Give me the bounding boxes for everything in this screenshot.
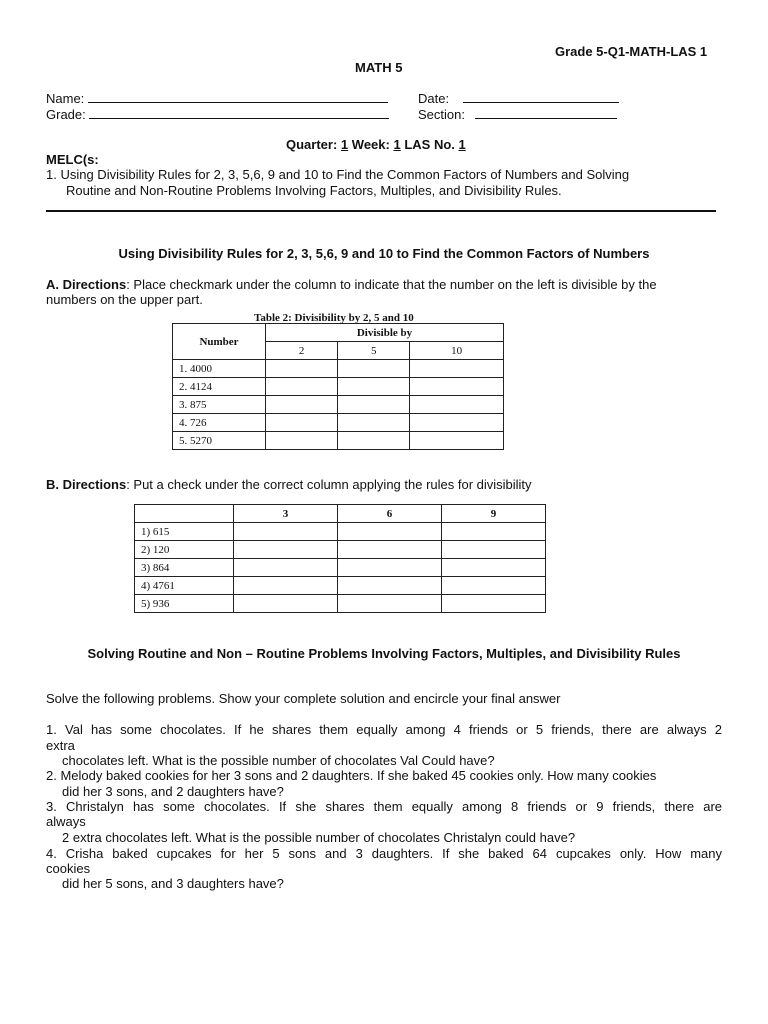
check-cell[interactable] — [410, 378, 504, 396]
problem-4-line-3: did her 5 sons, and 3 daughters have? — [62, 876, 284, 891]
problem-2-line-1: 2. Melody baked cookies for her 3 sons and 2 daughters. If she baked 45 cookies only. How many cookies — [46, 768, 657, 783]
grade-blank[interactable] — [89, 106, 389, 119]
grade-field[interactable] — [46, 106, 389, 122]
check-cell[interactable] — [338, 396, 410, 414]
table-a-number: 1. 4000 — [173, 360, 266, 378]
part-b-label: B. Directions — [46, 477, 127, 492]
table-row — [135, 595, 546, 613]
table-row — [173, 360, 504, 378]
check-cell[interactable] — [410, 432, 504, 450]
problem-1-line-3: chocolates left. What is the possible number of chocolates Val Could have? — [62, 753, 495, 768]
name-field[interactable] — [46, 90, 388, 106]
date-blank[interactable] — [463, 90, 619, 103]
table-b-divisor: 3 — [234, 505, 338, 523]
table-a-col-number: Number — [173, 324, 266, 360]
check-cell[interactable] — [338, 595, 442, 613]
problem-4-line-2: cookies — [46, 861, 91, 876]
divider-line — [46, 210, 716, 212]
table-a-divisor: 10 — [410, 342, 504, 360]
table-a-divisor: 5 — [338, 342, 410, 360]
table-b-corner — [135, 505, 234, 523]
check-cell[interactable] — [338, 378, 410, 396]
part-a-text-cont: numbers on the upper part. — [46, 292, 203, 307]
melc-item-1-cont: Routine and Non-Routine Problems Involving Factors, Multiples, and Divisibility Rules. — [66, 183, 562, 198]
name-label: Name: — [46, 91, 85, 106]
quarter-line — [286, 137, 466, 152]
check-cell[interactable] — [442, 577, 546, 595]
table-b — [134, 504, 546, 613]
check-cell[interactable] — [234, 559, 338, 577]
table-b-number: 2) 120 — [135, 541, 234, 559]
table-row — [173, 378, 504, 396]
melc-item-1: 1. Using Divisibility Rules for 2, 3, 5,6, 9 and 10 to Find the Common Factors of Numbers and Solving — [46, 167, 630, 182]
check-cell[interactable] — [234, 595, 338, 613]
las-label: LAS No. — [404, 137, 455, 152]
problem-1-line-1: 1. Val has some chocolates. If he shares them equally among 4 friends or 5 friends, there are always 2 — [46, 722, 722, 737]
subject-title: MATH 5 — [355, 60, 403, 75]
quarter-label: Quarter: — [286, 137, 338, 152]
table-a-number: 3. 875 — [173, 396, 266, 414]
table-row — [173, 414, 504, 432]
check-cell[interactable] — [338, 360, 410, 378]
part-b-directions — [46, 477, 736, 493]
check-cell[interactable] — [234, 523, 338, 541]
problem-instructions: Solve the following problems. Show your complete solution and encircle your final answer — [46, 691, 561, 706]
document-code: Grade 5-Q1-MATH-LAS 1 — [555, 44, 708, 59]
problem-2-line-2: did her 3 sons, and 2 daughters have? — [62, 784, 284, 799]
section-2-title: Solving Routine and Non – Routine Problems Involving Factors, Multiples, and Divisibility Rules — [87, 646, 681, 661]
melc-heading: MELC(s: — [46, 152, 99, 167]
table-row — [173, 396, 504, 414]
table-row — [135, 559, 546, 577]
table-a-number: 4. 726 — [173, 414, 266, 432]
table-a-number: 5. 5270 — [173, 432, 266, 450]
section-label: Section: — [418, 107, 465, 122]
check-cell[interactable] — [266, 432, 338, 450]
check-cell[interactable] — [338, 577, 442, 595]
name-blank[interactable] — [88, 90, 388, 103]
check-cell[interactable] — [338, 523, 442, 541]
check-cell[interactable] — [410, 396, 504, 414]
las-value: 1 — [458, 137, 466, 152]
check-cell[interactable] — [266, 396, 338, 414]
section-1-title: Using Divisibility Rules for 2, 3, 5,6, 9 and 10 to Find the Common Factors of Numbers — [118, 246, 650, 261]
part-a-text: : Place checkmark under the column to indicate that the number on the left is divisible by the — [126, 277, 657, 292]
table-b-divisor: 9 — [442, 505, 546, 523]
check-cell[interactable] — [442, 541, 546, 559]
date-field[interactable] — [418, 90, 619, 106]
table-b-divisor: 6 — [338, 505, 442, 523]
table-b-number: 5) 936 — [135, 595, 234, 613]
part-b-text: : Put a check under the correct column applying the rules for divisibility — [126, 477, 532, 492]
table-row — [135, 541, 546, 559]
table-b-number: 4) 4761 — [135, 577, 234, 595]
check-cell[interactable] — [338, 414, 410, 432]
problem-1-line-2: extra — [46, 738, 75, 753]
problem-4-line-1: 4. Crisha baked cupcakes for her 5 sons and 3 daughters. If she baked 64 cupcakes only. How many — [46, 846, 722, 861]
table-a-number: 2. 4124 — [173, 378, 266, 396]
check-cell[interactable] — [338, 541, 442, 559]
section-blank[interactable] — [475, 106, 617, 119]
section-field[interactable] — [418, 106, 617, 122]
table-a-caption: Table 2: Divisibility by 2, 5 and 10 — [254, 312, 414, 324]
check-cell[interactable] — [338, 432, 410, 450]
quarter-value: 1 — [340, 137, 349, 152]
check-cell[interactable] — [266, 414, 338, 432]
part-a-label: A. Directions — [46, 277, 127, 292]
check-cell[interactable] — [410, 360, 504, 378]
check-cell[interactable] — [266, 360, 338, 378]
part-a-directions — [46, 277, 736, 293]
date-label: Date: — [418, 91, 450, 106]
check-cell[interactable] — [410, 414, 504, 432]
grade-label: Grade: — [46, 107, 86, 122]
check-cell[interactable] — [442, 523, 546, 541]
table-a-divisor: 2 — [266, 342, 338, 360]
table-row — [135, 577, 546, 595]
check-cell[interactable] — [234, 577, 338, 595]
table-a — [172, 323, 504, 450]
table-a-col-divisible: Divisible by — [266, 324, 504, 342]
check-cell[interactable] — [234, 541, 338, 559]
problem-3-line-1: 3. Christalyn has some chocolates. If she shares them equally among 8 friends or 9 friends, there are — [46, 799, 722, 814]
problem-3-line-3: 2 extra chocolates left. What is the possible number of chocolates Christalyn could have? — [62, 830, 576, 845]
check-cell[interactable] — [266, 378, 338, 396]
table-b-number: 1) 615 — [135, 523, 234, 541]
table-b-number: 3) 864 — [135, 559, 234, 577]
check-cell[interactable] — [442, 559, 546, 577]
table-row — [173, 432, 504, 450]
check-cell[interactable] — [338, 559, 442, 577]
week-value: 1 — [393, 137, 401, 152]
week-label: Week: — [351, 137, 390, 152]
check-cell[interactable] — [442, 595, 546, 613]
table-row — [135, 523, 546, 541]
problem-3-line-2: always — [46, 814, 86, 829]
